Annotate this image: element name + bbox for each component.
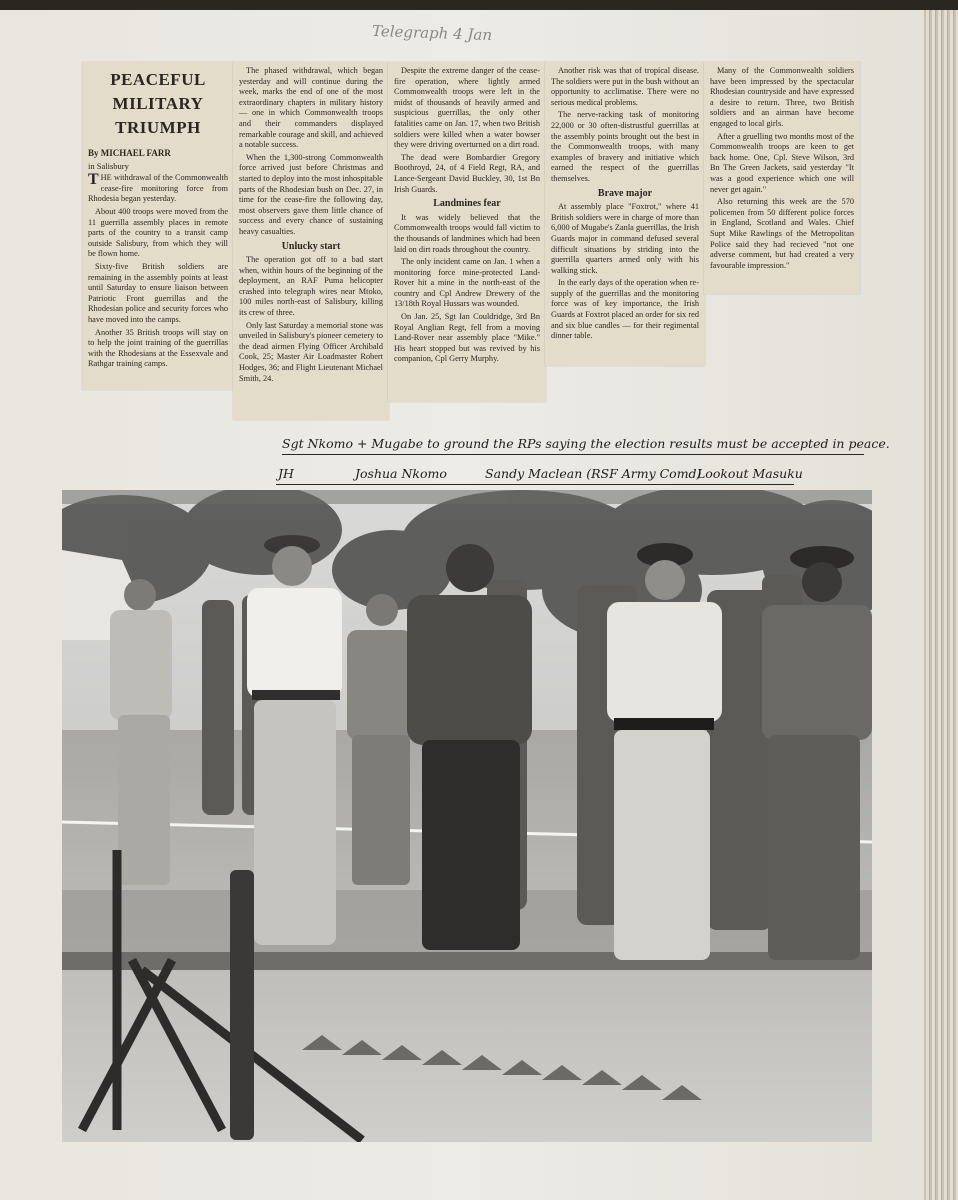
source-note: Telegraph 4 Jan	[371, 21, 493, 45]
clipping-column-3	[388, 62, 546, 402]
article-paragraph: Only last Saturday a memorial stone was unveiled in Salisbury's pioneer cemetery to the dead airmen Flying Officer Archibald Cook, 25; Master Air Loadmaster Robert Hodges, 36; and Flight Lieutenant Michael Smith, 24.	[239, 320, 383, 383]
article-paragraph: The operation got off to a bad start when, within hours of the beginning of the deployment, an RAF Puma helicopter crashed into telegraph wires near Mtoko, 100 miles north-east of Salisbury, killing its crew of three.	[239, 255, 383, 318]
headline-line: PEACEFUL	[110, 70, 206, 89]
byline: By MICHAEL FARR	[88, 148, 171, 158]
article-paragraph: The phased withdrawal, which began yesterday and will continue during the week, marks the end of one of the most extraordinary chapters in military history — one in which Commonwealth troops and their commanders displayed remarkable courage and skill, and achieved a notable success.	[239, 66, 383, 150]
clipping-column-4	[545, 62, 705, 366]
drop-cap: T	[88, 171, 99, 189]
photo-caption-handwritten: Sgt Nkomo + Mugabe to ground the RPs saying the election results must be accepted in peace.	[282, 436, 890, 451]
clipping-column-1	[82, 62, 234, 390]
photo-illustration	[62, 490, 872, 1142]
article-paragraph: After a gruelling two months most of the Commonwealth troops are keen to get back home. One, Cpl. Steve Wilson, 3rd Bn The Green Jackets, said yesterday "It was a good experience which one will never get again."	[710, 131, 854, 194]
headline-line: TRIUMPH	[115, 118, 201, 137]
article-paragraph: When the 1,300-strong Commonwealth force arrived just before Christmas and started to deploy into the most inhospitable parts of the Rhodesian bush on Dec. 27, in time for the cease-fire the following day, most observers gave them little chance of success and every chance of sustaining heavy casualties.	[239, 152, 383, 236]
article-paragraph: About 400 troops were moved from the 11 guerrilla assembly places in remote parts of the country to a transit camp outside Salisbury, from which they will be flown home.	[88, 206, 228, 259]
headline-line: MILITARY	[112, 94, 204, 113]
article-paragraph: On Jan. 25, Sgt Ian Couldridge, 3rd Bn Royal Anglian Regt, fell from a moving Land-Rover near assembly place "Mike." His heart stopped but was revived by his companion, Cpl Gerry Murphy.	[394, 312, 540, 364]
figure-soldier-camo-right	[762, 546, 872, 960]
article-paragraph: The dead were Bombardier Gregory Boothroyd, 24, of 4 Field Regt, RA, and Lance-Sergeant David Buckley, 30, 1st Bn Irish Guards.	[394, 152, 540, 194]
photograph	[62, 490, 872, 1142]
figure-left-officer	[110, 579, 172, 885]
caption-underline	[282, 454, 864, 455]
article-paragraph: In the early days of the operation when re-supply of the guerrillas and the monitoring force was of key importance, the Irish Guards at Foxtrot placed an order for six red and six blue candles — for their regimental dinner table.	[551, 278, 699, 341]
article-headline	[88, 68, 228, 140]
names-underline	[276, 484, 794, 485]
name-label-2: Sandy Maclean (RSF Army Comd)	[485, 466, 702, 481]
figure-officer-center	[607, 543, 722, 960]
figure-officer-white-shirt	[247, 535, 342, 945]
article-paragraph: At assembly place "Foxtrot," where 41 British soldiers were in charge of more than 6,000 of Mugabe's Zanla guerrillas, the Irish Guards major in command defused several difficult situations by striding into the guerrilla quarters armed only with his walking stick.	[551, 202, 699, 275]
article-paragraph: The only incident came on Jan. 1 when a monitoring force mine-protected Land-Rover hit a mine in the north-east of the country and Cpl Andrew Drewery of the 13/18th Royal Hussars was wounded.	[394, 257, 540, 309]
article-paragraph: Despite the extreme danger of the cease-fire operation, where lightly armed Commonwealth troops were left in the midst of thousands of heavily armed and suspicious guerrillas, the only other fatalities came on Jan. 17, when two British soldiers were killed when a water bowser they were driving overturned on a dirt road.	[394, 66, 540, 150]
figure-soldier-camo-left	[347, 594, 412, 885]
album-top-edge	[0, 0, 958, 10]
clipping-column-5	[704, 62, 860, 294]
album-binding	[924, 0, 958, 1200]
name-label-1: Joshua Nkomo	[355, 466, 447, 481]
article-paragraph: It was widely believed that the Commonwealth troops would fall victim to the thousands of landmines which had been laid on dirt roads throughout the country.	[394, 212, 540, 254]
rifle-stand	[230, 870, 254, 1140]
subheading: Landmines fear	[433, 198, 501, 210]
dateline: in Salisbury	[88, 160, 129, 171]
article-paragraph: Another 35 British troops will stay on to help the joint training of the guerrillas with the Rhodesians at the Essexvale and Rathgar training camps.	[88, 327, 228, 369]
article-paragraph: Also returning this week are the 570 policemen from 50 different police forces in England, Scotland and Wales. Chief Supt Mike Rawlings of the Metropolitan Police said they had recieved "not one adverse comment, but had created a very favourable impression."	[710, 197, 854, 270]
article-paragraph: THE withdrawal of the Commonwealth cease-fire monitoring force from Rhodesia began yesterday.	[88, 171, 228, 204]
article-paragraph: Many of the Commonwealth soldiers have been impressed by the spectacular Rhodesian countryside and have expressed a desire to return. Three, two British soldiers and an airman have become engaged to local girls.	[710, 66, 854, 128]
name-label-3: Lookout Masuku	[697, 466, 803, 481]
article-paragraph: The nerve-racking task of monitoring 22,000 or 30 often-distrustful guerrillas at the assembly points brought out the best in the Commonwealth troops, with many examples of bravery and initiative which earned the respect of the guerrillas themselves.	[551, 110, 699, 183]
subheading: Unlucky start	[281, 240, 341, 252]
clipping-column-2	[233, 62, 389, 420]
subheading: Brave major	[597, 187, 653, 199]
name-label-left: JH	[278, 466, 294, 481]
article-paragraph: Sixty-five British soldiers are remaining in the assembly points at least until Saturday to ensure liaison between Patriotic Front guerrillas and the Rhodesian police and security forces who have moved into the camps.	[88, 261, 228, 324]
figure-civilian-cardigan	[407, 544, 532, 950]
article-paragraph: Another risk was that of tropical disease. The soldiers were put in the bush without an opportunity to acclimatise. There were no serious medical problems.	[551, 66, 699, 107]
